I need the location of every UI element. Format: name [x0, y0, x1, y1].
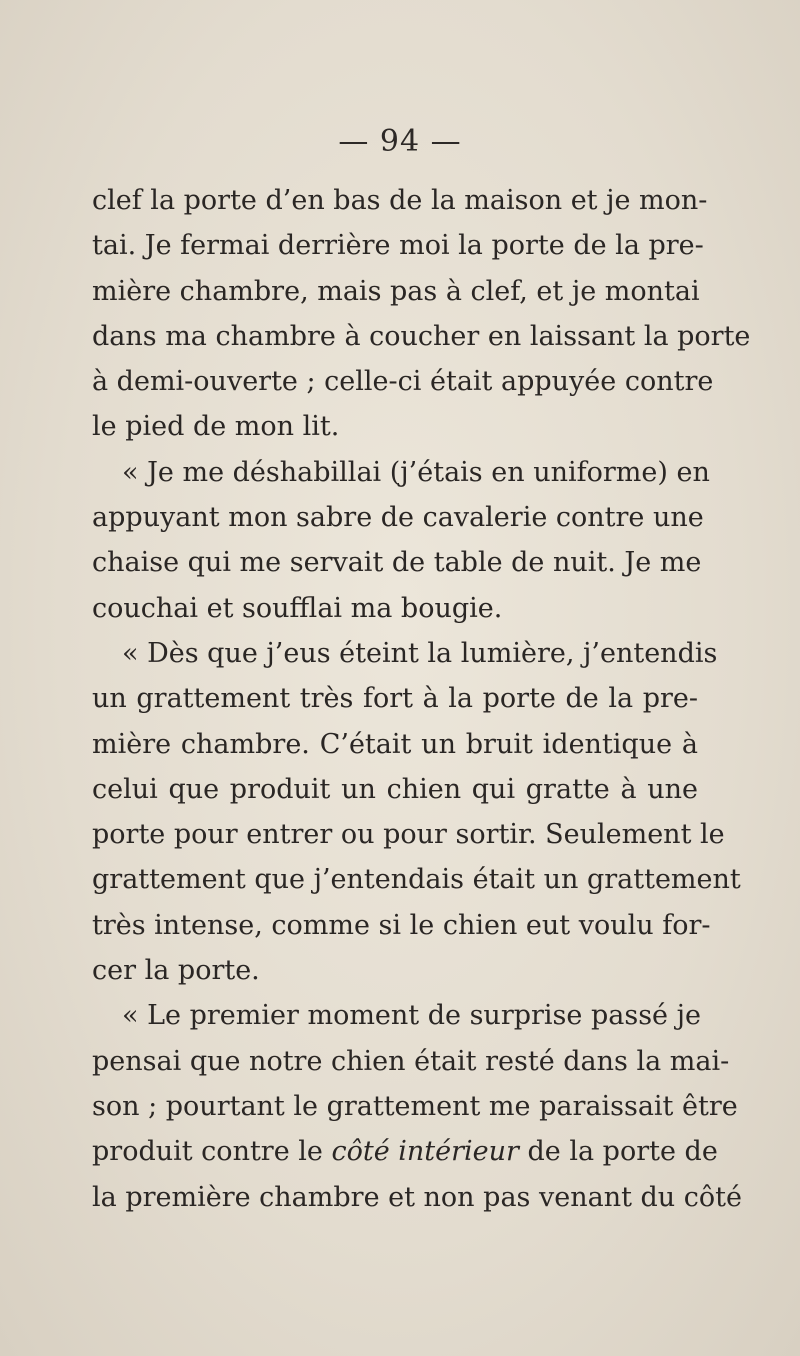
text-line: « Je me déshabillai (j’étais en uniforme) en: [122, 456, 710, 488]
page-number: — 94 —: [338, 124, 462, 159]
text-line: couchai et soufflai ma bougie.: [92, 592, 503, 624]
text-line: cer la porte.: [92, 955, 260, 987]
text-line: mière chambre. C’était un bruit identique à: [92, 728, 698, 760]
text-line: la première chambre et non pas venant du côté: [92, 1181, 742, 1213]
text-line: grattement que j’entendais était un grattement: [92, 864, 741, 896]
text-line: le pied de mon lit.: [92, 411, 340, 443]
text-line: dans ma chambre à coucher en laissant la porte: [92, 320, 751, 352]
text-line: mière chambre, mais pas à clef, et je montai: [92, 275, 700, 307]
text-line: son ; pourtant le grattement me paraissait être: [92, 1090, 738, 1122]
text-line: celui que produit un chien qui gratte à une: [92, 773, 698, 805]
italic-text-segment: côté intérieur: [331, 1136, 519, 1168]
text-line: pensai que notre chien était resté dans la mai-: [92, 1045, 730, 1077]
text-line: très intense, comme si le chien eut voulu for-: [92, 909, 711, 941]
text-line: un grattement très fort à la porte de la pre-: [92, 683, 698, 715]
text-line: porte pour entrer ou pour sortir. Seulement le: [92, 819, 725, 851]
text-line: tai. Je fermai derrière moi la porte de la pre-: [92, 230, 704, 262]
text-line: clef la porte d’en bas de la maison et je mon-: [92, 185, 708, 216]
text-line: « Dès que j’eus éteint la lumière, j’entendis: [122, 637, 718, 669]
text-segment: de la porte de: [518, 1136, 718, 1168]
text-line-mixed: [92, 1129, 718, 1174]
text-line: appuyant mon sabre de cavalerie contre une: [92, 502, 704, 534]
body-text: [92, 178, 751, 1220]
text-segment: produit contre le: [92, 1136, 332, 1168]
text-line: à demi-ouverte ; celle-ci était appuyée contre: [92, 366, 714, 398]
text-line: « Le premier moment de surprise passé je: [122, 1000, 701, 1032]
text-line: chaise qui me servait de table de nuit. Je me: [92, 547, 702, 579]
